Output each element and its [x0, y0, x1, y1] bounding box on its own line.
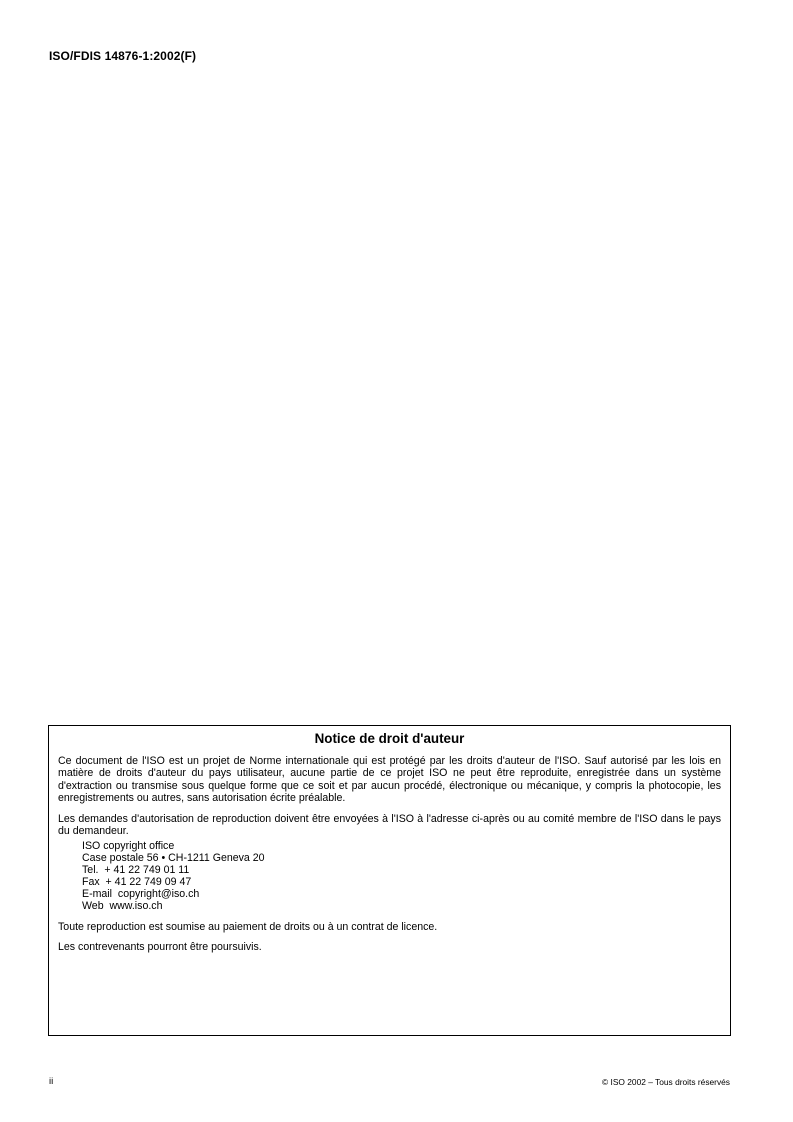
copyright-notice-box [48, 725, 731, 1036]
document-id: ISO/FDIS 14876-1:2002(F) [49, 49, 197, 63]
footer-copyright: © ISO 2002 – Tous droits réservés [602, 1077, 730, 1087]
notice-title: Notice de droit d'auteur [314, 731, 465, 746]
address-office: ISO copyright office [82, 840, 175, 853]
notice-paragraph-1: Ce document de l'ISO est un projet de Norme internationale qui est protégé par les droits d'auteur de l'ISO. Sauf autorisé par les lois en matière de droits d'auteur du pays utilisateur, aucune partie de ce projet ISO ne peut être reproduite, enregistrée dans un système d'extraction ou transmise sous quelque forme que ce soit et par aucun procédé, électronique ou mécanique, y compris la photocopie, les enregistrements ou autres, sans autorisation écrite préalable. [58, 755, 721, 805]
address-web: Web www.iso.ch [82, 899, 163, 912]
address-fax: Fax + 41 22 749 09 47 [82, 876, 192, 889]
address-phone: Tel. + 41 22 749 01 11 [82, 864, 190, 877]
address-postal: Case postale 56 • CH-1211 Geneva 20 [82, 852, 265, 865]
notice-paragraph-4: Les contrevenants pourront être poursuivis. [58, 941, 262, 954]
address-email: E-mail copyright@iso.ch [82, 888, 200, 901]
page-number: ii [49, 1076, 54, 1087]
notice-paragraph-2: Les demandes d'autorisation de reproduction doivent être envoyées à l'ISO à l'adresse ci-après ou au comité membre de l'ISO dans le pays du demandeur. [58, 812, 721, 838]
notice-paragraph-3: Toute reproduction est soumise au paiement de droits ou à un contrat de licence. [58, 920, 438, 933]
address-block [82, 841, 721, 912]
